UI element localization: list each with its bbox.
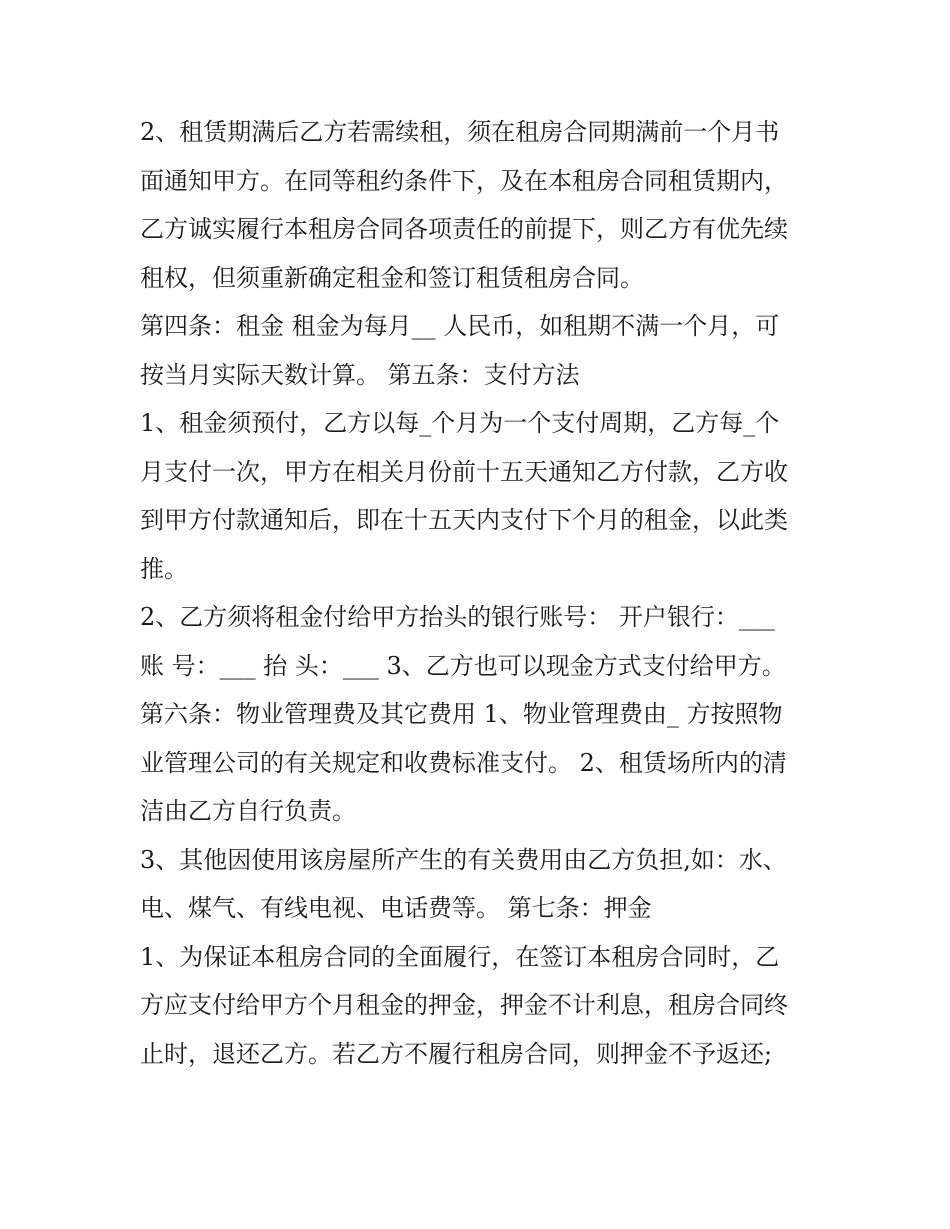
text-line: 3、其他因使用该房屋所产生的有关费用由乙方负担,如：水、 — [140, 845, 787, 874]
text-line: 电、煤气、有线电视、电话费等。 第七条：押金 — [140, 894, 652, 922]
document-body — [140, 108, 820, 1078]
text-line: 乙方诚实履行本租房合同各项责任的前提下，则乙方有优先续 — [140, 215, 788, 243]
text-line: 1、租金须预付，乙方以每_个月为一个支付周期，乙方每_个 — [140, 409, 780, 437]
text-line: 方应支付给甲方个月租金的押金，押金不计利息，租房合同终 — [140, 991, 788, 1019]
text-line: 2、租赁期满后乙方若需续租，须在租房合同期满前一个月书 — [140, 118, 780, 146]
text-line: 业管理公司的有关规定和收费标准支付。 2、租赁场所内的清 — [140, 748, 787, 777]
text-line: 账 号：___ 抬 头：___ 3、乙方也可以现金方式支付给甲方。 — [140, 651, 786, 680]
text-line: 止时，退还乙方。若乙方不履行租房合同，则押金不予返还; — [140, 1039, 773, 1068]
text-line: 月支付一次，甲方在相关月份前十五天通知乙方付款，乙方收 — [140, 457, 788, 486]
text-line: 推。 — [140, 554, 188, 583]
text-line: 1、为保证本租房合同的全面履行，在签订本租房合同时，乙 — [140, 942, 780, 971]
text-line: 面通知甲方。在同等租约条件下，及在本租房合同租赁期内， — [140, 166, 788, 195]
text-line: 第六条：物业管理费及其它费用 1、物业管理费由_ 方按照物 — [140, 700, 783, 728]
text-line: 洁由乙方自行负责。 — [140, 797, 356, 825]
text-line: 第四条：租金 租金为每月__ 人民币，如租期不满一个月，可 — [140, 312, 780, 340]
text-line: 租权，但须重新确定租金和签订租赁租房合同。 — [140, 263, 644, 292]
text-line: 2、乙方须将租金付给甲方抬头的银行账号： 开户银行：___ — [140, 603, 775, 631]
text-line: 到甲方付款通知后，即在十五天内支付下个月的租金，以此类 — [140, 506, 788, 534]
text-line: 按当月实际天数计算。 第五条：支付方法 — [140, 360, 580, 389]
